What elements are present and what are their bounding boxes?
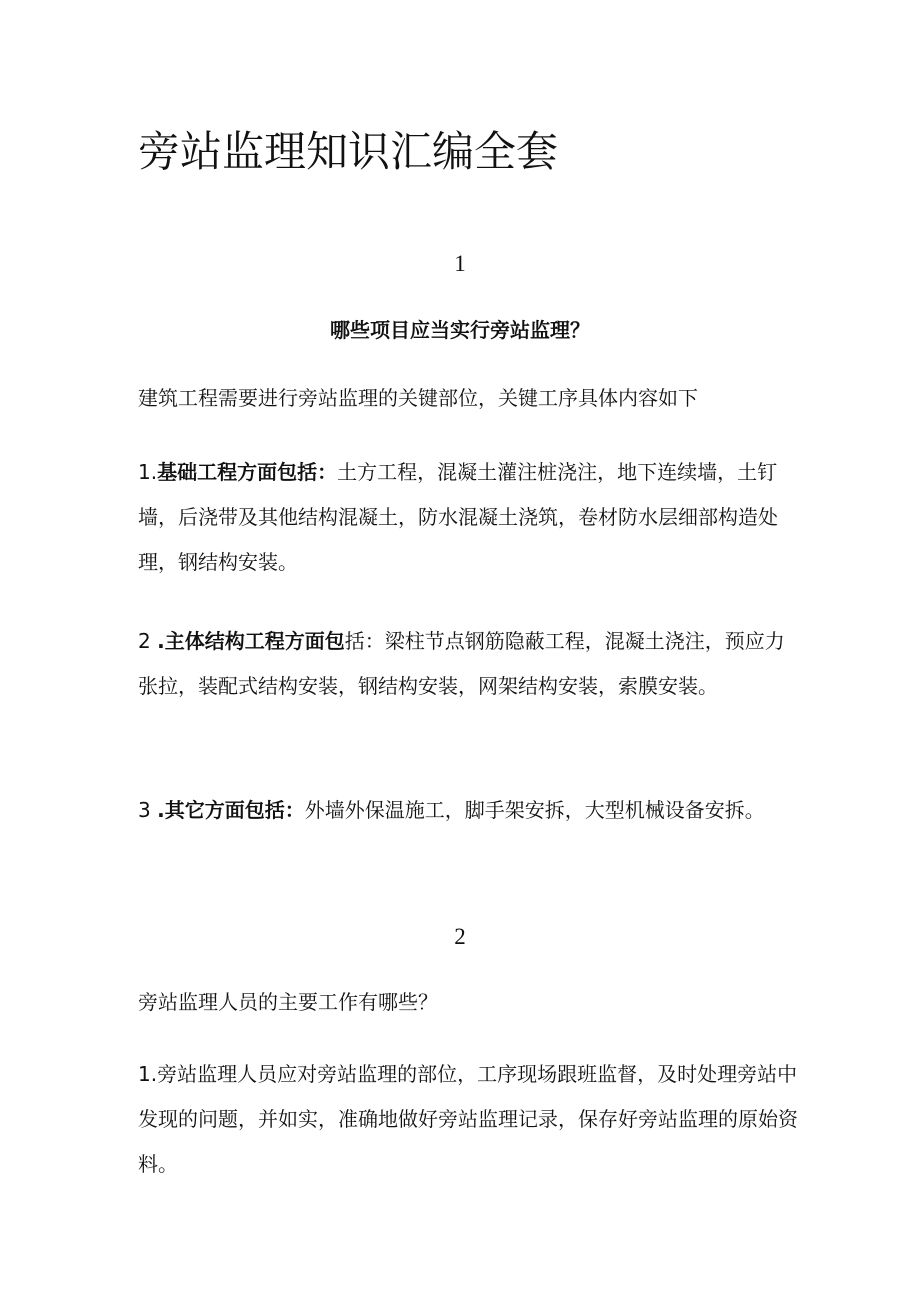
list-item [138, 619, 798, 709]
item-label: .其它方面包括： [157, 798, 305, 822]
item-prefix: 1. [138, 460, 158, 484]
item-text: 括：梁柱节点钢筋隐蔽工程，混凝土浇注，预应力张拉，装配式结构安装，钢结构安装，网架结构安装，索膜安装。 [138, 629, 785, 698]
list-item [138, 1052, 798, 1187]
item-text: 土方工程，混凝土灌注桩浇注，地下连续墙，土钉墙，后浇带及其他结构混凝土，防水混凝土浇筑，卷材防水层细部构造处理，钢结构安装。 [138, 460, 778, 574]
section-intro: 建筑工程需要进行旁站监理的关键部位，关键工序具体内容如下 [138, 386, 698, 410]
section-heading: 哪些项目应当实行旁站监理？ [330, 318, 590, 342]
list-item [138, 450, 798, 585]
section-heading: 旁站监理人员的主要工作有哪些？ [138, 990, 438, 1014]
document-title: 旁站监理知识汇编全套 [138, 127, 559, 176]
section-number: 2 [454, 924, 466, 949]
item-text: 旁站监理人员应对旁站监理的部位，工序现场跟班监督，及时处理旁站中发现的问题，并如实，准确地做好旁站监理记录，保存好旁站监理的原始资料。 [138, 1062, 798, 1176]
item-prefix: 1. [138, 1062, 158, 1086]
item-prefix: 3 [138, 798, 151, 822]
item-label: .主体结构工程方面包 [157, 629, 345, 653]
section-number: 1 [454, 251, 466, 276]
list-item [138, 788, 798, 833]
item-text: 外墙外保温施工，脚手架安拆，大型机械设备安拆。 [304, 798, 765, 822]
item-prefix: 2 [138, 629, 151, 653]
item-label: 基础工程方面包括： [157, 460, 338, 484]
